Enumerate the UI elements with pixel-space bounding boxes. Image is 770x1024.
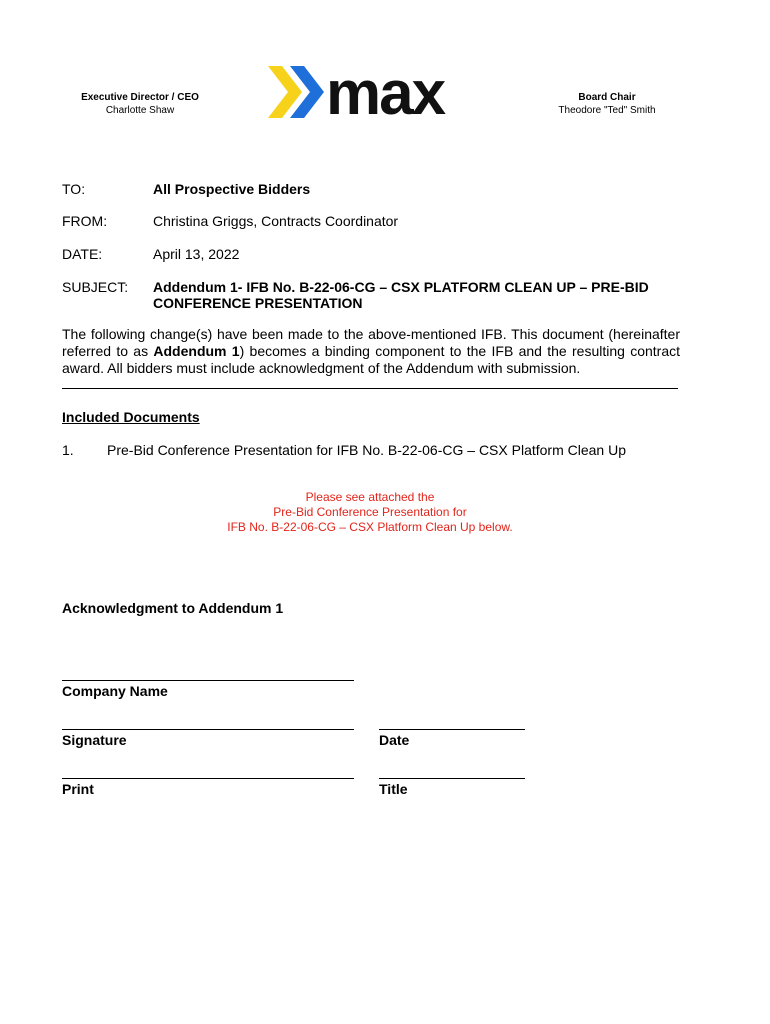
notice-line-2: Pre-Bid Conference Presentation for — [273, 505, 467, 519]
attachment-notice — [170, 490, 570, 535]
company-name-label: Company Name — [62, 683, 168, 699]
chair-name: Theodore "Ted" Smith — [558, 105, 656, 116]
included-item-text: Pre-Bid Conference Presentation for IFB No. B-22-06-CG – CSX Platform Clean Up — [107, 442, 626, 458]
logo-wordmark: max — [326, 62, 445, 122]
included-heading: Included Documents — [62, 409, 200, 425]
from-label: FROM: — [62, 213, 108, 229]
signature-label: Signature — [62, 732, 127, 748]
para-text-2: ) becomes a binding component to the IFB and the resulting contract award. All bidders must include acknowledgment of the Addendum with submission. — [62, 343, 681, 376]
ceo-name: Charlotte Shaw — [105, 105, 175, 116]
signature-line[interactable] — [62, 729, 354, 730]
acknowledgment-heading: Acknowledgment to Addendum 1 — [62, 600, 284, 616]
subject-line-2: CONFERENCE PRESENTATION — [153, 295, 363, 311]
subject-label: SUBJECT: — [62, 279, 129, 295]
date-line[interactable] — [379, 729, 525, 730]
subject-value — [153, 279, 683, 311]
to-label: TO: — [62, 181, 86, 197]
max-logo — [268, 62, 492, 122]
subject-line-1: Addendum 1- IFB No. B-22-06-CG – CSX PLATFORM CLEAN UP – PRE-BID — [153, 279, 649, 295]
para-text-bold: Addendum 1 — [153, 343, 240, 359]
date-value: April 13, 2022 — [153, 246, 240, 262]
company-name-line[interactable] — [62, 680, 354, 681]
included-item-number: 1. — [62, 442, 74, 458]
chair-title: Board Chair — [578, 92, 636, 103]
title-label: Title — [379, 781, 408, 797]
print-line[interactable] — [62, 778, 354, 779]
title-line[interactable] — [379, 778, 525, 779]
ceo-block — [60, 91, 220, 117]
notice-line-1: Please see attached the — [305, 490, 435, 504]
print-label: Print — [62, 781, 94, 797]
date-label: DATE: — [62, 246, 103, 262]
body-paragraph — [62, 326, 680, 377]
ceo-title: Executive Director / CEO — [81, 92, 199, 103]
from-value: Christina Griggs, Contracts Coordinator — [153, 213, 399, 229]
to-value: All Prospective Bidders — [153, 181, 311, 197]
chair-block — [540, 91, 674, 117]
separator-line — [62, 388, 678, 389]
notice-line-3: IFB No. B-22-06-CG – CSX Platform Clean Up below. — [227, 520, 513, 534]
para-text-1: The following change(s) have been made to the above-mentioned IFB. This document (hereinafter referred to as — [62, 326, 680, 359]
date-sign-label: Date — [379, 732, 410, 748]
